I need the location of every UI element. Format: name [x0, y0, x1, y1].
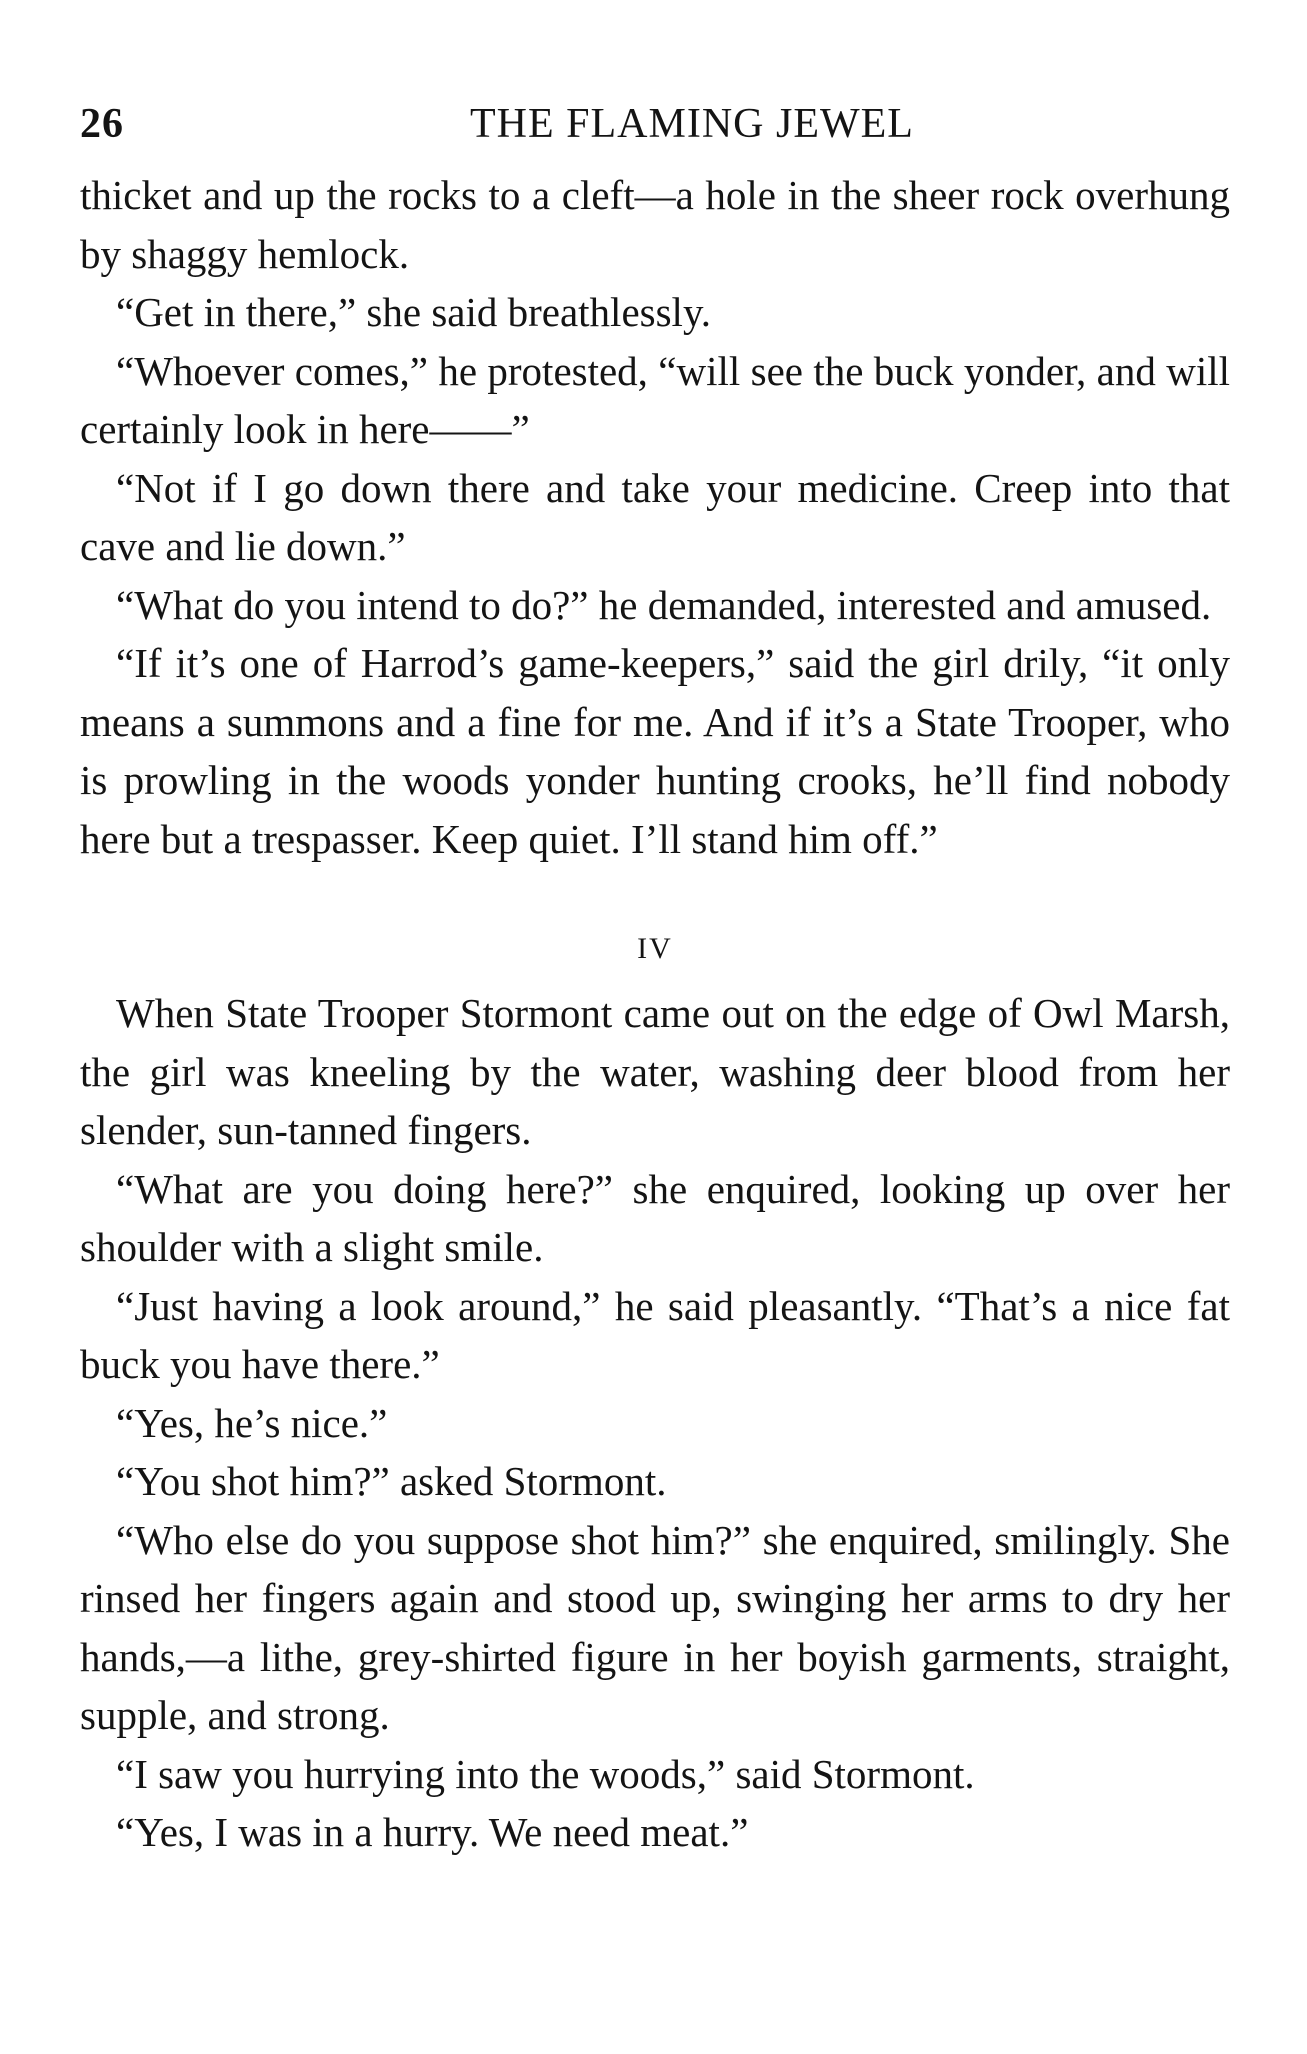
page-number: 26: [80, 101, 124, 147]
paragraph: thicket and up the rocks to a cleft—a hole in the sheer rock overhung by shaggy hemlock.: [80, 172, 1230, 277]
text-block-before: [80, 166, 1230, 868]
book-page: [80, 100, 1230, 1862]
paragraph: “Just having a look around,” he said pleasantly. “That’s a nice fat buck you have there.”: [80, 1282, 1230, 1387]
paragraph: “What are you doing here?” she enquired, looking up over her shoulder with a slight smile.: [80, 1165, 1230, 1270]
running-title: THE FLAMING JEWEL: [470, 101, 914, 147]
paragraph: “Yes, he’s nice.”: [116, 1399, 388, 1446]
paragraph: “You shot him?” asked Stormont.: [116, 1458, 667, 1504]
paragraph: “Get in there,” she said breathlessly.: [116, 289, 712, 335]
paragraph: “Who else do you suppose shot him?” she enquired, smilingly. She rinsed her fingers again and stood up, swinging her arms to dry her hands,—a lithe, grey-shirted figure in her boyish garments, straight, supple, and strong.: [80, 1516, 1230, 1738]
paragraph: “If it’s one of Harrod’s game-keepers,” said the girl drily, “it only means a summons and a fine for me. And if it’s a State Trooper, who is prowling in the woods yonder hunting crooks, he’ll find nobody here but a trespasser. Keep quiet. I’ll stand him off.”: [80, 640, 1230, 862]
text-block-after: [80, 984, 1230, 1862]
paragraph: “What do you intend to do?” he demanded, interested and amused.: [116, 581, 1212, 628]
page-header: [80, 100, 1230, 166]
paragraph: “Not if I go down there and take your medicine. Creep into that cave and lie down.”: [80, 464, 1230, 569]
paragraph: When State Trooper Stormont came out on the edge of Owl Marsh, the girl was kneeling by the water, washing deer blood from her slender, sun-tanned fingers.: [80, 990, 1230, 1153]
paragraph: “Yes, I was in a hurry. We need meat.”: [116, 1809, 749, 1855]
section-heading: IV: [637, 932, 673, 965]
paragraph: “Whoever comes,” he protested, “will see the buck yonder, and will certainly look in here——”: [80, 347, 1230, 452]
paragraph: “I saw you hurrying into the woods,” said Stormont.: [116, 1750, 975, 1797]
